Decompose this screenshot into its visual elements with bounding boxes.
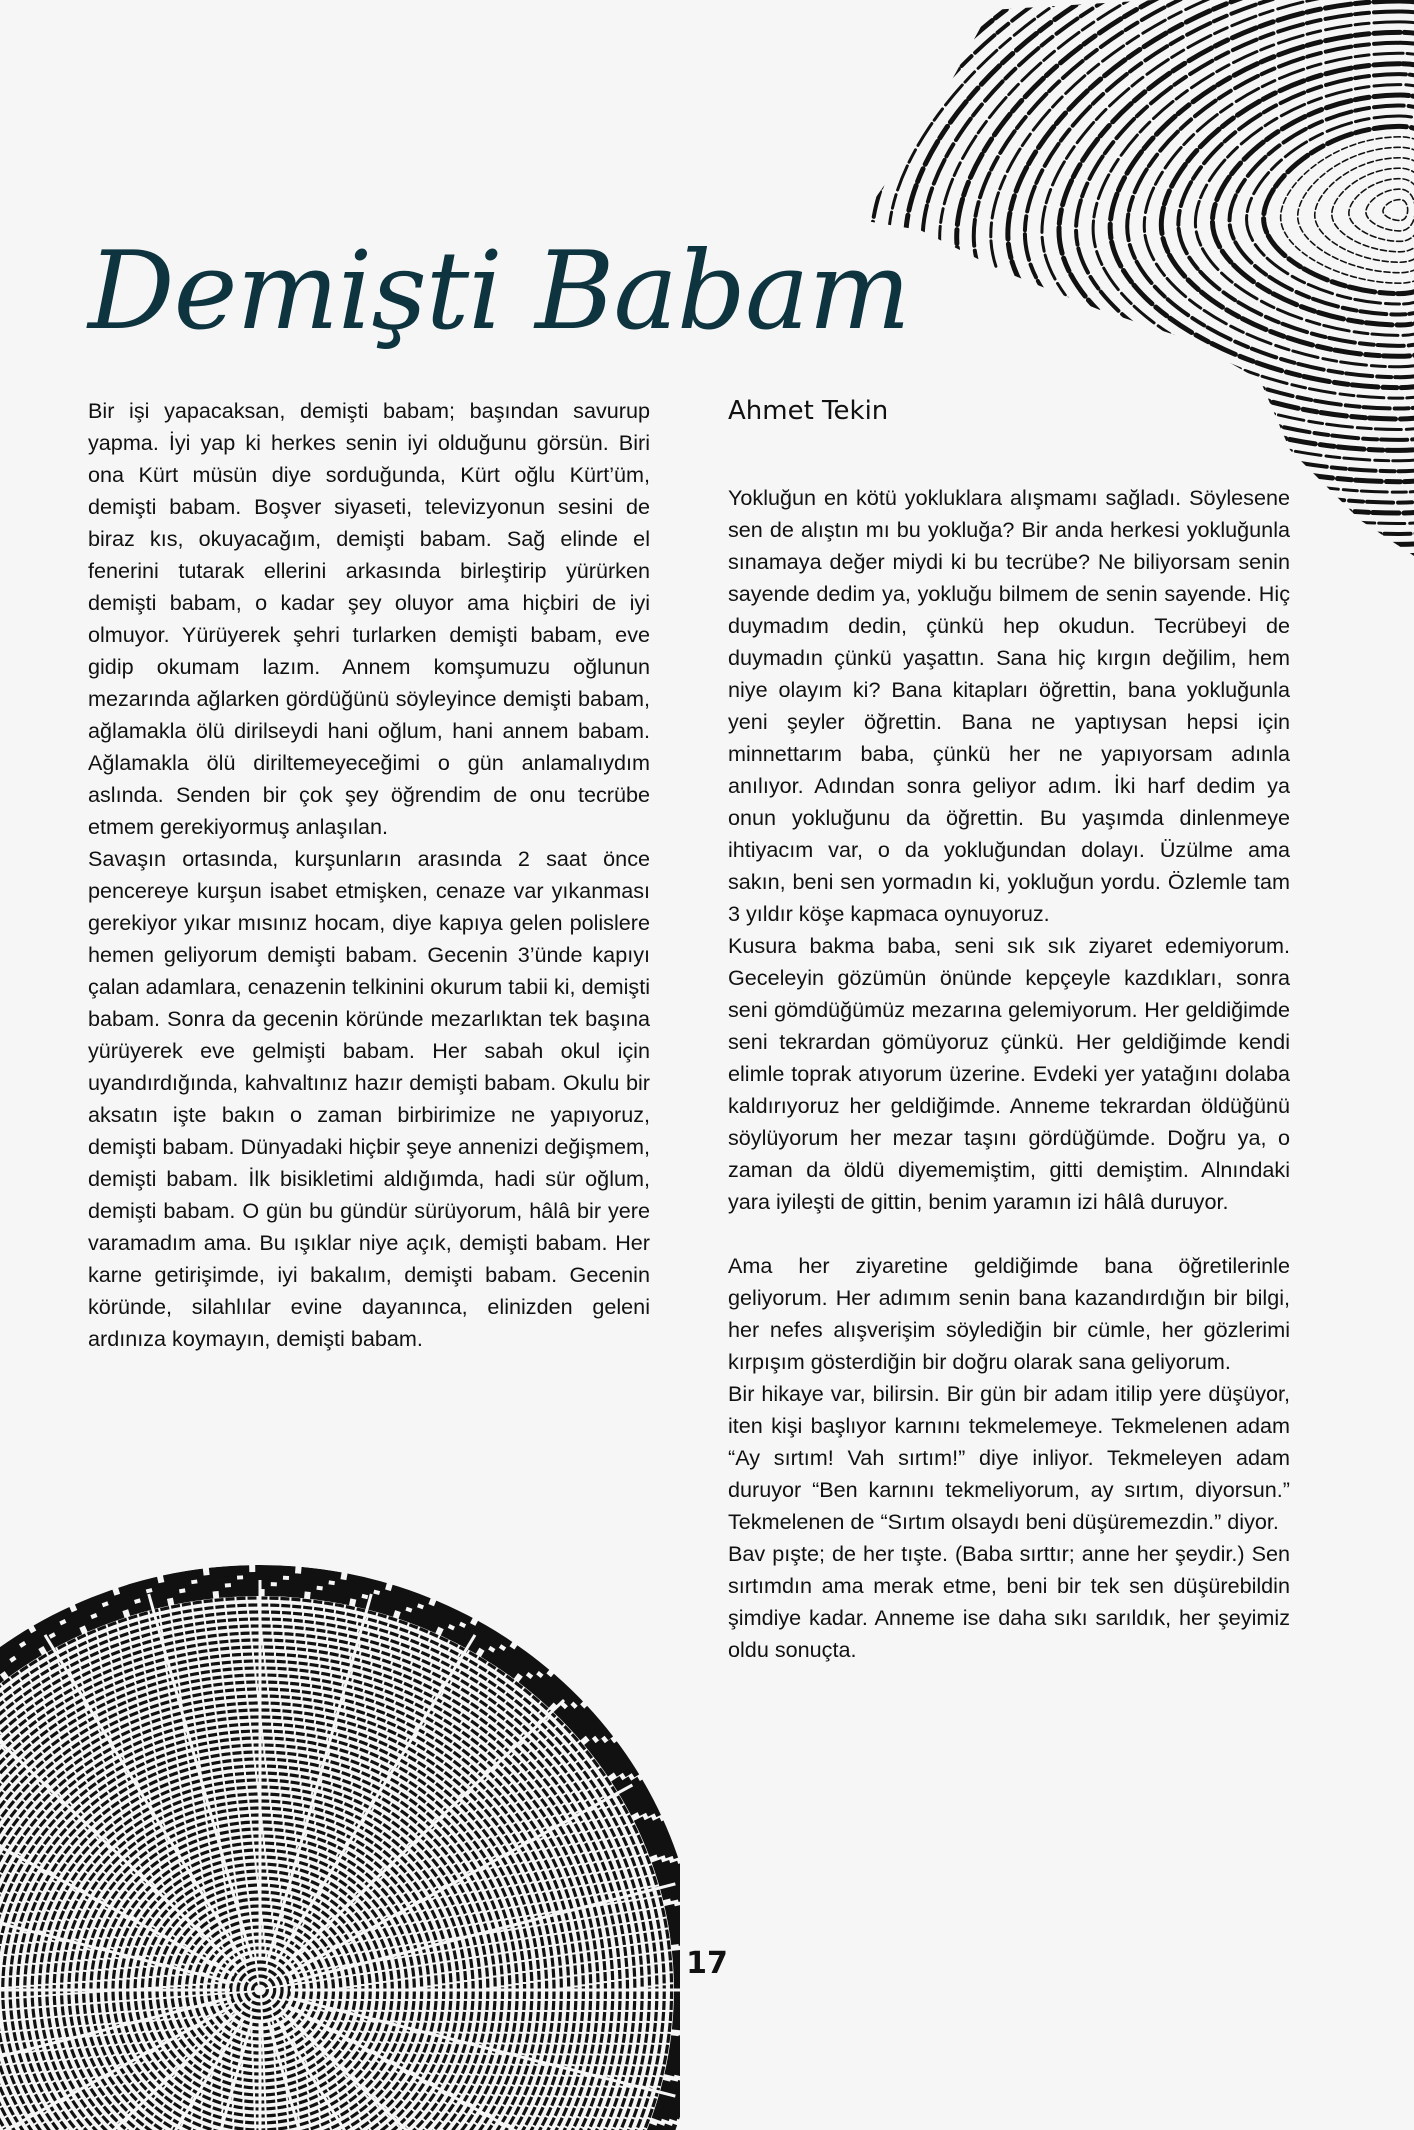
- ring-line: [253, 1983, 268, 1997]
- paragraph: Bir işi yapacaksan, demişti babam; başından savurup yapma. İyi yap ki herkes senin iyi olduğunu görsün. Biri ona Kürt müsün diye sorduğunda, Kürt oğlu Kürt’üm, demişti babam. Boşver siyaseti, televizyonun sesini de biraz kıs, okuyacağım, demişti babam. Sağ elinde el fenerini tutarak ellerini arkasında birleştirip yürürken demişti babam, o kadar şey oluyor ama hiçbiri de iyi olmuyor. Yürüyerek şehri turlarken demişti babam, eve gidip okumam lazım. Annem komşumuzu oğlunun mezarında ağlarken gördüğünü söyleyince demişti babam, ağlamakla ölü dirilseydi hani oğlum, hani annem babam. Ağlamakla ölü diriltemeyeceğimi o gün anlamalıydım aslında. Senden bir çok şey öğrendim de onu tecrübe etmem gerekiyormuş anlaşılan.: [88, 395, 650, 843]
- paragraph: Savaşın ortasında, kurşunların arasında 2 saat önce pencereye kurşun isabet etmişken, cenaze var yıkanması gerekiyor yıkar mısınız hocam, diye kapıya gelen polislere hemen geliyorum demişti babam. Gecenin 3’ünde kapıyı çalan adamlara, cenazenin telkinini okurum tabii ki, demişti babam. Sonra da gecenin köründe mezarlıktan tek başına yürüyerek eve gelmişti babam. Her sabah okul için uyandırdığında, kahvaltınız hazır demişti babam. Okulu bir aksatın işte bakın o zaman birbirimize ne yapıyoruz, demişti babam. Dünyadaki hiçbir şeye annenizi değişmem, demişti babam. İlk bisikletimi aldığımda, hadi sür oğlum, demişti babam. O gün bu gündür sürüyorum, hâlâ bir yere varamadım ama. Bu ışıklar niye açık, demişti babam. Her karne getirişimde, iyi bakalım, demişti babam. Gecenin köründe, silahlılar evine dayanınca, elinizden geleni ardınıza koymayın, demişti babam.: [88, 843, 650, 1355]
- right-column: [728, 482, 1290, 1666]
- paragraph: Kusura bakma baba, seni sık sık ziyaret edemiyorum. Geceleyin gözümün önünde kepçeyle kazdıkları, sonra seni gömdüğümüz mezarına gelemiyorum. Her geldiğimde seni tekrardan gömüyoruz çünkü. Her geldiğimde kendi elimle toprak atıyorum üzerine. Evdeki yer yatağını dolaba kaldırıyoruz her geldiğimde. Anneme tekrardan öldüğünü söylüyorum her mezar taşını gördüğümde. Doğru ya, o zaman da öldü diyememiştim, gitti demiştim. Alnındaki yara iyileşti de gittin, benim yaramın izi hâlâ duruyor.: [728, 930, 1290, 1218]
- article-title: Demişti Babam: [88, 238, 910, 346]
- ring-line: [1332, 168, 1414, 252]
- paragraph: Bir hikaye var, bilirsin. Bir gün bir adam itilip yere düşüyor, iten kişi başlıyor karnını tekmelemeye. Tekmelenen adam “Ay sırtım! Vah sırtım!” diye inliyor. Tekmeleyen adam duruyor “Ben karnını tekmeliyorum, ay sırtım, diyorsun.” Tekmelenen de “Sırtım olsaydı beni düşüremezdin.” diyor.: [728, 1378, 1290, 1538]
- author-name: Ahmet Tekin: [728, 396, 888, 426]
- ring-line: [1144, 53, 1414, 367]
- tree-rings-bottom-illustration: [0, 1470, 680, 2130]
- ring-line: [1366, 189, 1414, 231]
- ring-line: [1349, 179, 1414, 242]
- left-column: [88, 395, 650, 1355]
- ring-line: [1383, 200, 1408, 221]
- ring-line: [1315, 158, 1414, 263]
- ring-line: [0, 1675, 591, 2130]
- page-number: 17: [0, 1946, 1414, 1981]
- ring-line: [871, 0, 1414, 534]
- paragraph: Ama her ziyaretine geldiğimde bana öğretilerinle geliyorum. Her adımım senin bana kazandırdığın bir bilgi, her nefes alışverişim söylediğin bir cümle, her gözlerimi kırpışım gösterdiğin bir doğru olarak sana geliyorum.: [728, 1250, 1290, 1378]
- paragraph: Bav pışte; de her tışte. (Baba sırttır; anne her şeydir.) Sen sırtımdın ama merak etme, beni bir tek sen düşürebildin şimdiye kadar. Anneme ise daha sıkı sarıldık, her şeyimiz oldu sonuçta.: [728, 1538, 1290, 1666]
- paragraph: Yokluğun en kötü yokluklara alışmamı sağladı. Söylesene sen de alıştın mı bu yokluğa? Bir anda herkesi yokluğunla sınamaya değer miydi ki bu tecrübe? Ne biliyorsam senin sayende dedim ya, yokluğu bilmem de senin sayende. Hiç duymadım dedin, çünkü hep okudun. Tecrübeyi de duymadın çünkü yaşattın. Sana hiç kırgın değilim, hem niye olayım ki? Bana kitapları öğrettin, bana yokluğunla yeni şeyler öğrettin. Bana ne yaptıysan hepsi için minnettarım baba, çünkü her ne yapıyorsam adınla anılıyor. Adından sonra geliyor adım. İki harf dedim ya onun yokluğunu da öğrettin. Bu yaşımda dinlenmeye ihtiyacım var, o da yokluğundan dolayı. Üzülme ama sakın, beni sen yormadın ki, yokluğun yordu. Özlemle tam 3 yıldır köşe kapmaca oynuyoruz.: [728, 482, 1290, 930]
